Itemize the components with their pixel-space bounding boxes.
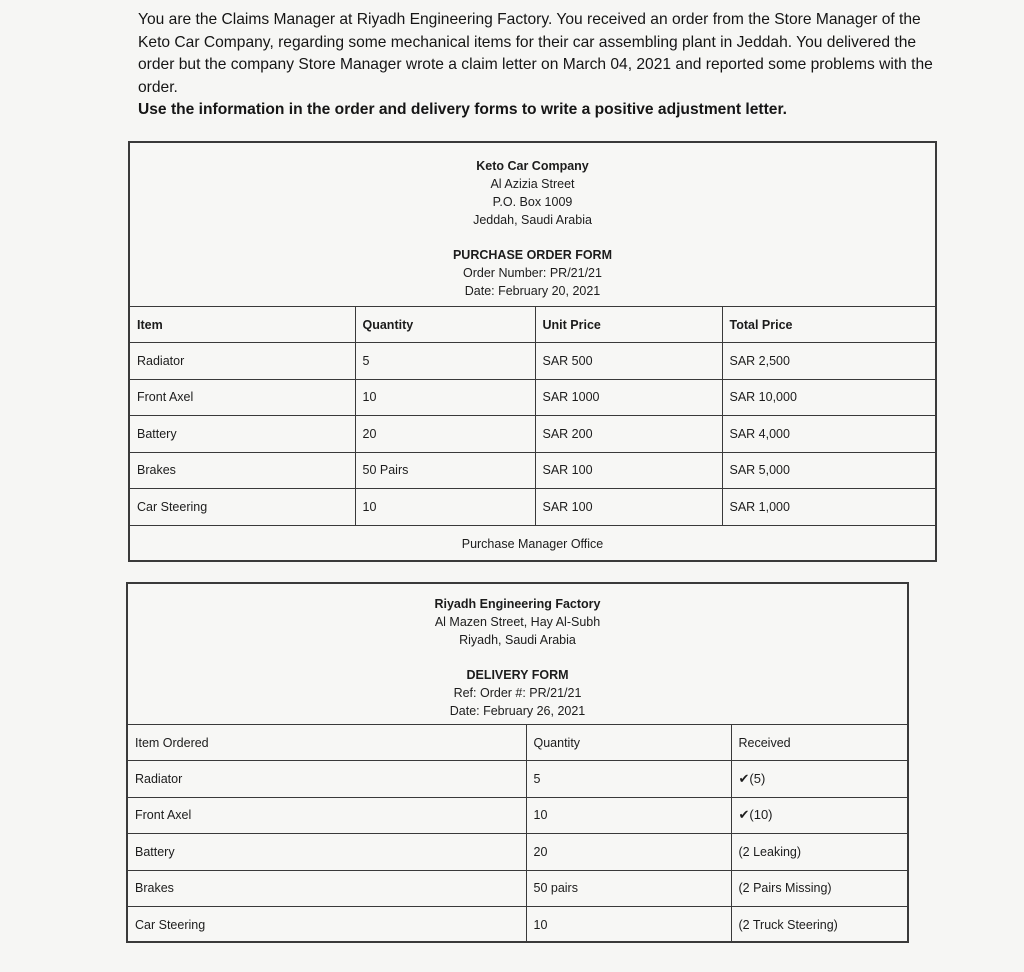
unit-price-cell: SAR 500: [535, 343, 722, 380]
quantity-cell: 10: [355, 379, 535, 416]
item-cell: Car Steering: [130, 489, 355, 526]
received-cell: (2 Leaking): [731, 834, 907, 871]
task-instruction: Use the information in the order and delivery forms to write a positive adjustment letter.: [138, 101, 788, 119]
quantity-cell: 10: [526, 907, 731, 944]
item-cell: Radiator: [130, 343, 355, 380]
purchase-manager-office: Purchase Manager Office: [130, 525, 935, 562]
column-header: Item: [130, 307, 355, 343]
table-row: [128, 834, 907, 871]
item-cell: Brakes: [128, 870, 526, 907]
item-cell: Car Steering: [128, 907, 526, 944]
factory-name: Riyadh Engineering Factory: [434, 597, 601, 611]
instructions: [138, 9, 938, 122]
item-cell: Battery: [130, 416, 355, 453]
item-cell: Radiator: [128, 761, 526, 798]
unit-price-cell: SAR 100: [535, 452, 722, 489]
quantity-cell: 20: [355, 416, 535, 453]
item-cell: Battery: [128, 834, 526, 871]
received-cell: (2 Pairs Missing): [731, 870, 907, 907]
table-row: [130, 343, 935, 380]
item-cell: Front Axel: [128, 797, 526, 834]
purchase-order-table: [130, 306, 935, 562]
delivery-form: [126, 582, 909, 943]
table-row: [128, 761, 907, 798]
factory-city: Riyadh, Saudi Arabia: [459, 633, 576, 647]
purchase-order-header: [130, 143, 935, 306]
table-row: [128, 907, 907, 944]
form-title: PURCHASE ORDER FORM: [452, 248, 613, 262]
quantity-cell: 10: [526, 797, 731, 834]
column-header: Unit Price: [535, 307, 722, 343]
total-price-cell: SAR 4,000: [722, 416, 935, 453]
company-name: Keto Car Company: [476, 159, 589, 173]
unit-price-cell: SAR 100: [535, 489, 722, 526]
quantity-cell: 5: [355, 343, 535, 380]
quantity-cell: 20: [526, 834, 731, 871]
scenario-paragraph: You are the Claims Manager at Riyadh Engineering Factory. You received an order from the Store Manager of the Keto Car Company, regarding some mechanical items for their car assembling plant in Jeddah. You delivered the order but the company Store Manager wrote a claim letter on March 04, 2021 and reported some problems with the order.: [138, 11, 933, 96]
table-row: [128, 870, 907, 907]
table-footer-row: [130, 525, 935, 562]
order-reference: Ref: Order #: PR/21/21: [453, 686, 582, 700]
unit-price-cell: SAR 1000: [535, 379, 722, 416]
table-row: [128, 797, 907, 834]
total-price-cell: SAR 5,000: [722, 452, 935, 489]
table-row: [130, 452, 935, 489]
received-cell: ✔(5): [731, 761, 907, 798]
column-header: Total Price: [722, 307, 935, 343]
factory-street: Al Mazen Street, Hay Al-Subh: [434, 615, 601, 629]
total-price-cell: SAR 1,000: [722, 489, 935, 526]
form-title: DELIVERY FORM: [466, 668, 569, 682]
column-header: Quantity: [355, 307, 535, 343]
order-number: Order Number: PR/21/21: [463, 266, 602, 280]
item-cell: Brakes: [130, 452, 355, 489]
column-header: Received: [731, 725, 907, 761]
purchase-order-form: [128, 141, 937, 562]
table-header-row: [130, 307, 935, 343]
delivery-date: Date: February 26, 2021: [449, 704, 586, 718]
company-street: Al Azizia Street: [490, 177, 575, 191]
unit-price-cell: SAR 200: [535, 416, 722, 453]
received-cell: (2 Truck Steering): [731, 907, 907, 944]
table-header-row: [128, 725, 907, 761]
company-po-box: P.O. Box 1009: [492, 195, 573, 209]
delivery-form-header: [128, 584, 907, 724]
company-city: Jeddah, Saudi Arabia: [473, 213, 592, 227]
delivery-table: [128, 724, 907, 943]
table-row: [130, 379, 935, 416]
column-header: Quantity: [526, 725, 731, 761]
order-date: Date: February 20, 2021: [464, 284, 601, 298]
table-row: [130, 489, 935, 526]
quantity-cell: 50 pairs: [526, 870, 731, 907]
column-header: Item Ordered: [128, 725, 526, 761]
quantity-cell: 10: [355, 489, 535, 526]
item-cell: Front Axel: [130, 379, 355, 416]
total-price-cell: SAR 2,500: [722, 343, 935, 380]
table-row: [130, 416, 935, 453]
quantity-cell: 50 Pairs: [355, 452, 535, 489]
quantity-cell: 5: [526, 761, 731, 798]
received-cell: ✔(10): [731, 797, 907, 834]
total-price-cell: SAR 10,000: [722, 379, 935, 416]
